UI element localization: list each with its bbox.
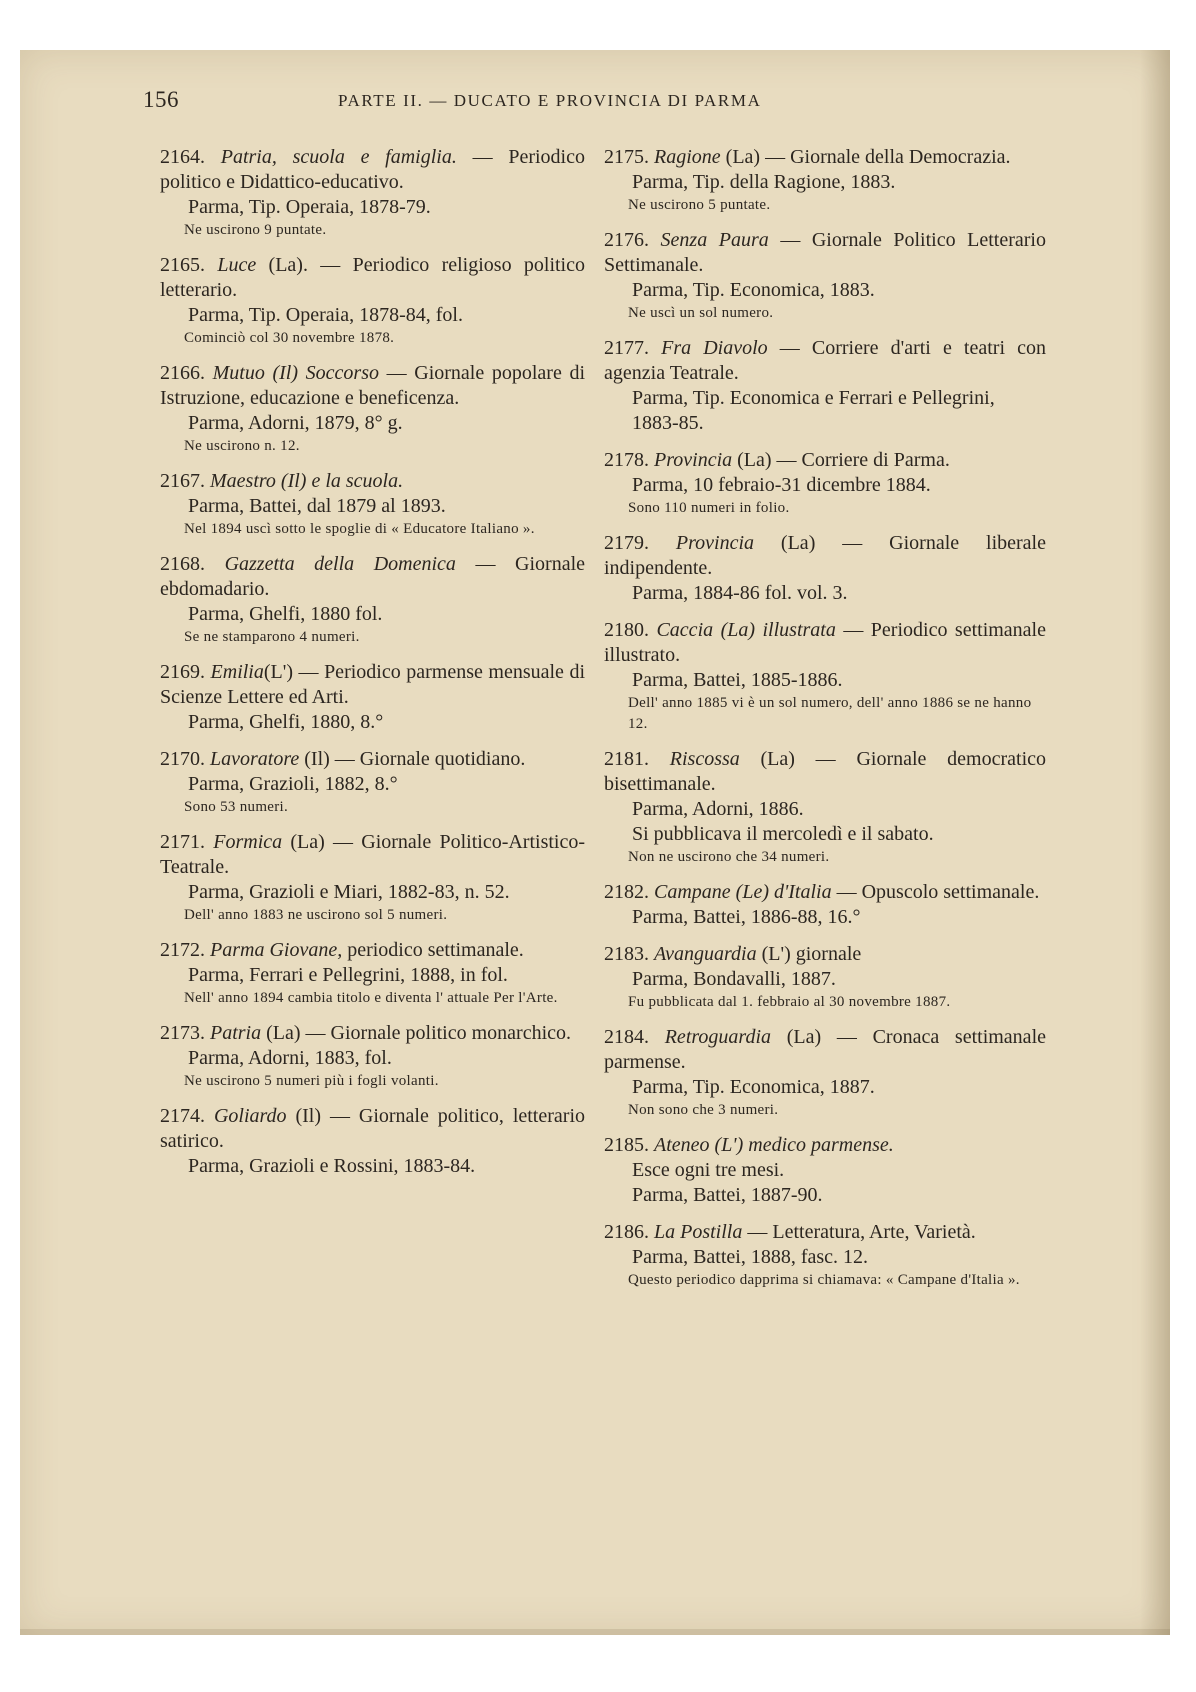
entry-number: 2172. — [160, 939, 205, 961]
entry-note: Non sono che 3 numeri. — [628, 1102, 779, 1118]
entry-number: 2176. — [604, 229, 649, 251]
entry-title: Luce — [217, 254, 257, 276]
catalog-entry — [604, 145, 1046, 216]
entry-heading — [604, 618, 1046, 668]
entry-description: (La) — Giornale della Democrazia. — [720, 146, 1011, 168]
entry-description: (La) — Giornale politico monarchico. — [261, 1022, 572, 1044]
entry-publication: Parma, 10 febraio-31 dicembre 1884. — [632, 474, 931, 496]
catalog-entry — [160, 830, 585, 926]
entry-title: Patria, scuola e famiglia. — [220, 146, 457, 168]
entry-note: Sono 110 numeri in folio. — [628, 500, 790, 516]
catalog-entry — [160, 1021, 585, 1092]
catalog-entry — [160, 938, 585, 1009]
entry-title: Avanguardia — [654, 943, 757, 965]
entry-description: (La) — Giornale Politico-Artistico-Teatrale. — [160, 831, 586, 878]
entry-note: Se ne stamparono 4 numeri. — [184, 629, 360, 645]
entry-title: Goliardo — [213, 1105, 287, 1127]
entry-description: — Giornale popolare di Istruzione, educazione e beneficenza. — [160, 362, 586, 409]
entry-title: Mutuo (Il) Soccorso — [212, 362, 379, 384]
entry-publication: Parma, Battei, dal 1879 al 1893. — [188, 495, 446, 517]
entry-title: Riscossa — [669, 748, 740, 770]
entry-publication: Parma, Battei, 1885-1886. — [632, 669, 843, 691]
entry-note: Questo periodico dapprima si chiamava: « Campane d'Italia ». — [628, 1272, 1020, 1288]
catalog-entry — [604, 531, 1046, 606]
entry-description: (La) — Giornale democratico bisettimanale. — [604, 748, 1047, 795]
catalog-entry — [160, 1104, 585, 1179]
catalog-entry — [160, 469, 585, 540]
catalog-entry — [604, 747, 1046, 868]
entry-title: Caccia (La) illustrata — [656, 619, 836, 641]
entry-publication: Parma, Ghelfi, 1880 fol. — [188, 603, 383, 625]
entry-title: Maestro (Il) e la scuola. — [210, 470, 404, 492]
entry-publication: Parma, Adorni, 1883, fol. — [188, 1047, 392, 1069]
entry-description: (L') giornale — [756, 943, 862, 965]
entry-heading — [160, 145, 585, 195]
entry-description: (La) — Giornale liberale indipendente. — [604, 532, 1046, 579]
entry-number: 2166. — [160, 362, 205, 384]
page-edge-shadow — [1140, 50, 1170, 1635]
entry-note: Non ne uscirono che 34 numeri. — [628, 849, 830, 865]
right-column — [604, 145, 1046, 1303]
catalog-entry — [604, 336, 1046, 436]
entry-title: Emilia — [210, 661, 264, 683]
entry-publication-extra: Parma, Battei, 1887-90. — [632, 1184, 823, 1206]
entry-publication: Parma, Adorni, 1879, 8° g. — [188, 412, 403, 434]
catalog-entry — [604, 1025, 1046, 1121]
left-column — [160, 145, 585, 1191]
entry-number: 2171. — [160, 831, 205, 853]
entry-title: Formica — [213, 831, 283, 853]
entry-heading — [604, 1220, 1046, 1245]
entry-note: Ne uscì un sol numero. — [628, 305, 774, 321]
entry-publication: Parma, Tip. della Ragione, 1883. — [632, 171, 896, 193]
catalog-entry — [160, 660, 585, 735]
entry-publication-extra: Si pubblicava il mercoledì e il sabato. — [632, 823, 934, 845]
entry-number: 2185. — [604, 1134, 649, 1156]
entry-publication: Parma, Grazioli e Miari, 1882-83, n. 52. — [188, 881, 510, 903]
entry-description: — Corriere d'arti e teatri con agenzia Teatrale. — [604, 337, 1046, 384]
entry-description: — Letteratura, Arte, Varietà. — [742, 1221, 976, 1243]
entry-number: 2181. — [604, 748, 649, 770]
entry-heading — [604, 747, 1046, 797]
entry-description: (La) — Corriere di Parma. — [732, 449, 950, 471]
entry-heading — [160, 938, 585, 963]
entry-note: Ne uscirono 9 puntate. — [184, 222, 327, 238]
catalog-entry — [160, 361, 585, 457]
entry-number: 2178. — [604, 449, 649, 471]
entry-number: 2169. — [160, 661, 205, 683]
entry-note: Ne uscirono 5 numeri più i fogli volanti. — [184, 1073, 439, 1089]
entry-publication: Parma, Adorni, 1886. — [632, 798, 804, 820]
entry-title: La Postilla — [654, 1221, 743, 1243]
entry-publication: Parma, Grazioli, 1882, 8.° — [188, 773, 398, 795]
entry-number: 2179. — [604, 532, 649, 554]
entry-description: (L') — Periodico parmense mensuale di Scienze Lettere ed Arti. — [160, 661, 585, 708]
entry-note: Ne uscirono 5 puntate. — [628, 197, 771, 213]
entry-note: Cominciò col 30 novembre 1878. — [184, 330, 395, 346]
entry-heading — [604, 942, 1046, 967]
entry-description: — Periodico politico e Didattico-educativo. — [160, 146, 585, 193]
entry-heading — [604, 880, 1046, 905]
entry-title: Retroguardia — [664, 1026, 772, 1048]
entry-title: Parma Giovane, — [210, 939, 343, 961]
catalog-entry — [160, 253, 585, 349]
entry-note: Sono 53 numeri. — [184, 799, 289, 815]
entry-heading — [160, 469, 585, 494]
entry-publication: Parma, Bondavalli, 1887. — [632, 968, 836, 990]
entry-title: Provincia — [654, 449, 733, 471]
entry-description: — Giornale Politico Letterario Settimanale. — [604, 229, 1046, 276]
entry-description: (Il) — Giornale politico, letterario satirico. — [160, 1105, 585, 1152]
entry-title: Provincia — [675, 532, 755, 554]
entry-description: — Giornale ebdomadario. — [160, 553, 586, 600]
entry-publication: Parma, 1884-86 fol. vol. 3. — [632, 582, 848, 604]
entry-publication: Parma, Battei, 1888, fasc. 12. — [632, 1246, 869, 1268]
entry-heading — [604, 448, 1046, 473]
entry-publication: Parma, Tip. Economica, 1883. — [632, 279, 875, 301]
entry-note: Nel 1894 uscì sotto le spoglie di « Educatore Italiano ». — [184, 521, 535, 537]
entry-publication: Parma, Grazioli e Rossini, 1883-84. — [188, 1155, 476, 1177]
entry-heading — [160, 660, 585, 710]
entry-publication: Parma, Battei, 1886-88, 16.° — [632, 906, 861, 928]
entry-title: Patria — [210, 1022, 262, 1044]
entry-title: Gazzetta della Domenica — [224, 553, 456, 575]
entry-number: 2168. — [160, 553, 205, 575]
catalog-entry — [604, 942, 1046, 1013]
catalog-entry — [604, 1133, 1046, 1208]
entry-description: — Opuscolo settimanale. — [831, 881, 1040, 903]
entry-number: 2183. — [604, 943, 649, 965]
entry-publication: Esce ogni tre mesi. — [632, 1159, 785, 1181]
entry-number: 2164. — [160, 146, 205, 168]
entry-title: Fra Diavolo — [661, 337, 768, 359]
entry-heading — [160, 552, 585, 602]
entry-heading — [604, 531, 1046, 581]
entry-heading — [160, 830, 585, 880]
entry-publication: Parma, Tip. Operaia, 1878-84, fol. — [188, 304, 463, 326]
entry-note: Fu pubblicata dal 1. febbraio al 30 novembre 1887. — [628, 994, 951, 1010]
entry-number: 2174. — [160, 1105, 205, 1127]
entry-number: 2175. — [604, 146, 649, 168]
entry-number: 2177. — [604, 337, 649, 359]
catalog-entry — [160, 145, 585, 241]
entry-number: 2186. — [604, 1221, 649, 1243]
entry-heading — [604, 228, 1046, 278]
entry-heading — [604, 1025, 1046, 1075]
entry-title: Senza Paura — [660, 229, 769, 251]
running-title: PARTE II. — DUCATO E PROVINCIA DI PARMA — [338, 91, 762, 110]
entry-description: (La). — Periodico religioso politico letterario. — [160, 254, 585, 301]
entry-publication: Parma, Tip. Economica e Ferrari e Pellegrini, 1883-85. — [632, 387, 995, 434]
entry-title: Ragione — [654, 146, 721, 168]
entry-heading — [160, 253, 585, 303]
catalog-entry — [160, 552, 585, 648]
entry-publication: Parma, Ferrari e Pellegrini, 1888, in fol. — [188, 964, 508, 986]
entry-description: periodico settimanale. — [342, 939, 524, 961]
page-foot-shadow — [20, 1629, 1170, 1635]
entry-heading — [604, 145, 1046, 170]
entry-number: 2182. — [604, 881, 649, 903]
entry-note: Nell' anno 1894 cambia titolo e diventa l' attuale Per l'Arte. — [184, 990, 558, 1006]
entry-publication: Parma, Ghelfi, 1880, 8.° — [188, 711, 384, 733]
catalog-entry — [604, 880, 1046, 930]
page-header — [143, 87, 1103, 127]
catalog-entry — [604, 448, 1046, 519]
entry-description: — Periodico settimanale illustrato. — [604, 619, 1046, 666]
entry-publication: Parma, Tip. Operaia, 1878-79. — [188, 196, 431, 218]
entry-number: 2170. — [160, 748, 205, 770]
entry-number: 2167. — [160, 470, 205, 492]
catalog-entry — [604, 228, 1046, 324]
entry-heading — [604, 336, 1046, 386]
entry-heading — [160, 747, 585, 772]
entry-heading — [160, 1104, 585, 1154]
entry-note: Dell' anno 1883 ne uscirono sol 5 numeri. — [184, 907, 448, 923]
entry-number: 2180. — [604, 619, 649, 641]
entry-number: 2184. — [604, 1026, 649, 1048]
entry-number: 2173. — [160, 1022, 205, 1044]
catalog-entry — [160, 747, 585, 818]
entry-note: Dell' anno 1885 vi è un sol numero, dell' anno 1886 se ne hanno 12. — [628, 695, 1032, 732]
entry-title: Campane (Le) d'Italia — [654, 881, 832, 903]
entry-heading — [604, 1133, 1046, 1158]
entry-description: (Il) — Giornale quotidiano. — [299, 748, 526, 770]
entry-title: Lavoratore — [210, 748, 300, 770]
page-number: 156 — [143, 87, 179, 112]
entry-publication: Parma, Tip. Economica, 1887. — [632, 1076, 875, 1098]
entry-heading — [160, 1021, 585, 1046]
entry-description: (La) — Cronaca settimanale parmense. — [604, 1026, 1046, 1073]
catalog-entry — [604, 618, 1046, 735]
entry-title: Ateneo (L') medico parmense. — [654, 1134, 894, 1156]
catalog-entry — [604, 1220, 1046, 1291]
entry-heading — [160, 361, 585, 411]
entry-note: Ne uscirono n. 12. — [184, 438, 300, 454]
entry-number: 2165. — [160, 254, 205, 276]
